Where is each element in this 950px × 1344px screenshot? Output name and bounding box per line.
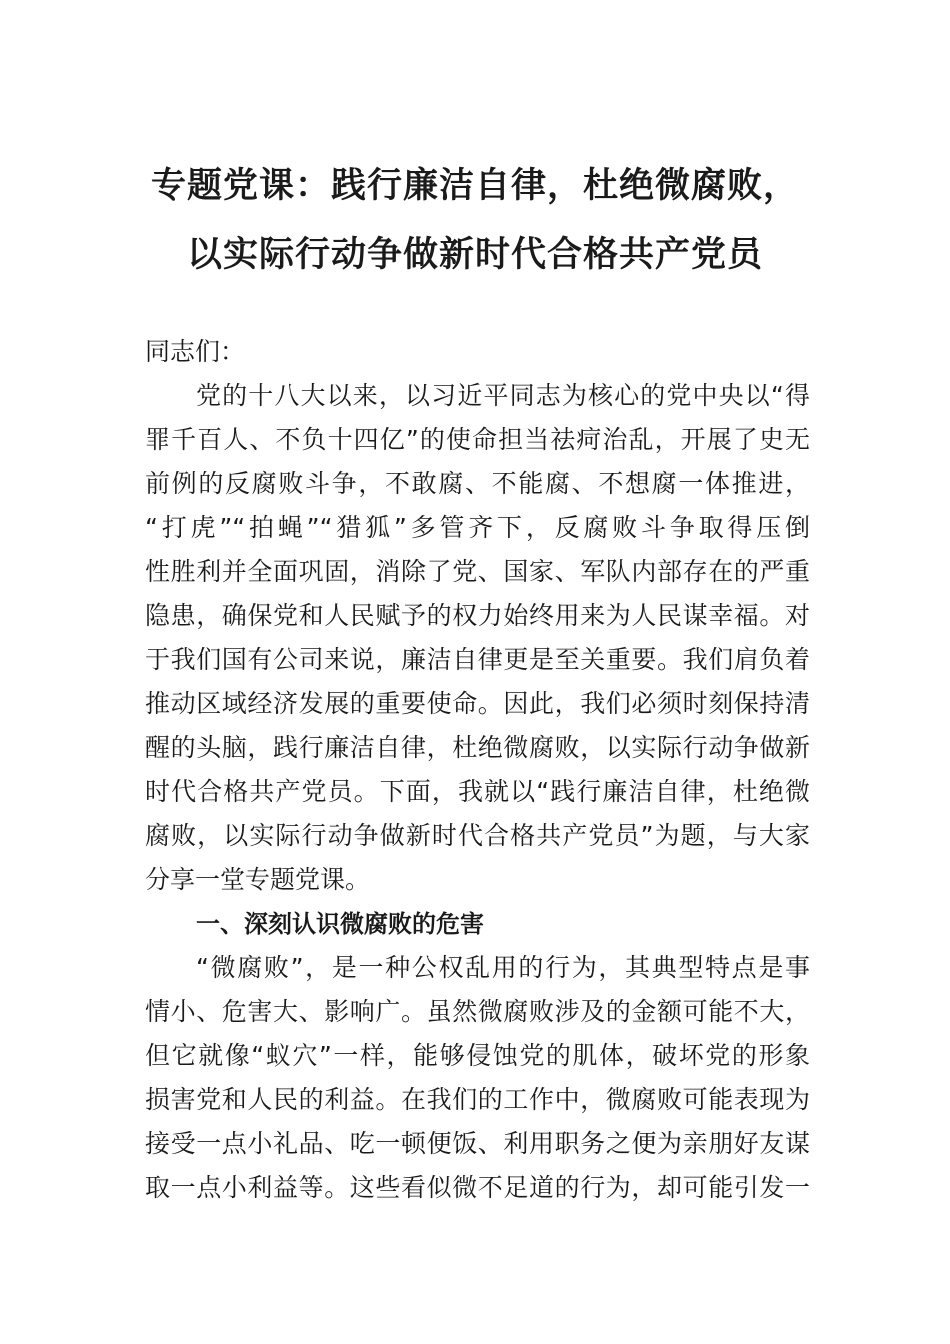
paragraph-2-line: 情小、危害大、影响广。虽然微腐败涉及的金额可能不大， — [145, 997, 810, 1026]
salutation: 同志们： — [145, 337, 246, 366]
paragraph-1-line: 腐败，以实际行动争做新时代合格共产党员”为题，与大家 — [145, 821, 810, 850]
paragraph-1-line: 醒的头脑，践行廉洁自律，杜绝微腐败，以实际行动争做新 — [145, 733, 810, 762]
paragraph-2-line: 取一点小利益等。这些看似微不足道的行为，却可能引发一 — [145, 1173, 810, 1202]
paragraph-1-line: 于我们国有公司来说，廉洁自律更是至关重要。我们肩负着 — [145, 645, 810, 674]
section-heading: 一、深刻认识微腐败的危害 — [196, 910, 484, 938]
paragraph-1-line: 党的十八大以来，以习近平同志为核心的党中央以“得 — [196, 381, 810, 410]
paragraph-1-line: 推动区域经济发展的重要使命。因此，我们必须时刻保持清 — [145, 689, 810, 718]
paragraph-1-line: 罪千百人、不负十四亿”的使命担当祛疴治乱，开展了史无 — [145, 425, 810, 454]
paragraph-2-line: 但它就像“蚁穴”一样，能够侵蚀党的肌体，破坏党的形象 — [145, 1041, 810, 1070]
paragraph-2-line: “微腐败”，是一种公权乱用的行为，其典型特点是事 — [196, 953, 810, 982]
paragraph-1-line: 时代合格共产党员。下面，我就以“践行廉洁自律，杜绝微 — [145, 777, 810, 806]
paragraph-1-line: 分享一堂专题党课。 — [145, 865, 371, 894]
paragraph-1-line: 性胜利并全面巩固，消除了党、国家、军队内部存在的严重 — [145, 557, 810, 586]
document-title-line-2: 以实际行动争做新时代合格共产党员 — [186, 234, 763, 275]
paragraph-1-line: 前例的反腐败斗争，不敢腐、不能腐、不想腐一体推进， — [145, 469, 810, 498]
document-title-line-1: 专题党课：践行廉洁自律，杜绝微腐败， — [150, 165, 799, 206]
paragraph-2-line: 损害党和人民的利益。在我们的工作中，微腐败可能表现为 — [145, 1085, 810, 1114]
paragraph-2-line: 接受一点小礼品、吃一顿便饭、利用职务之便为亲朋好友谋 — [145, 1129, 810, 1158]
paragraph-1-line: 隐患，确保党和人民赋予的权力始终用来为人民谋幸福。对 — [145, 601, 810, 630]
paragraph-1-line: “打虎”“拍蝇”“猎狐”多管齐下，反腐败斗争取得压倒 — [145, 513, 810, 542]
